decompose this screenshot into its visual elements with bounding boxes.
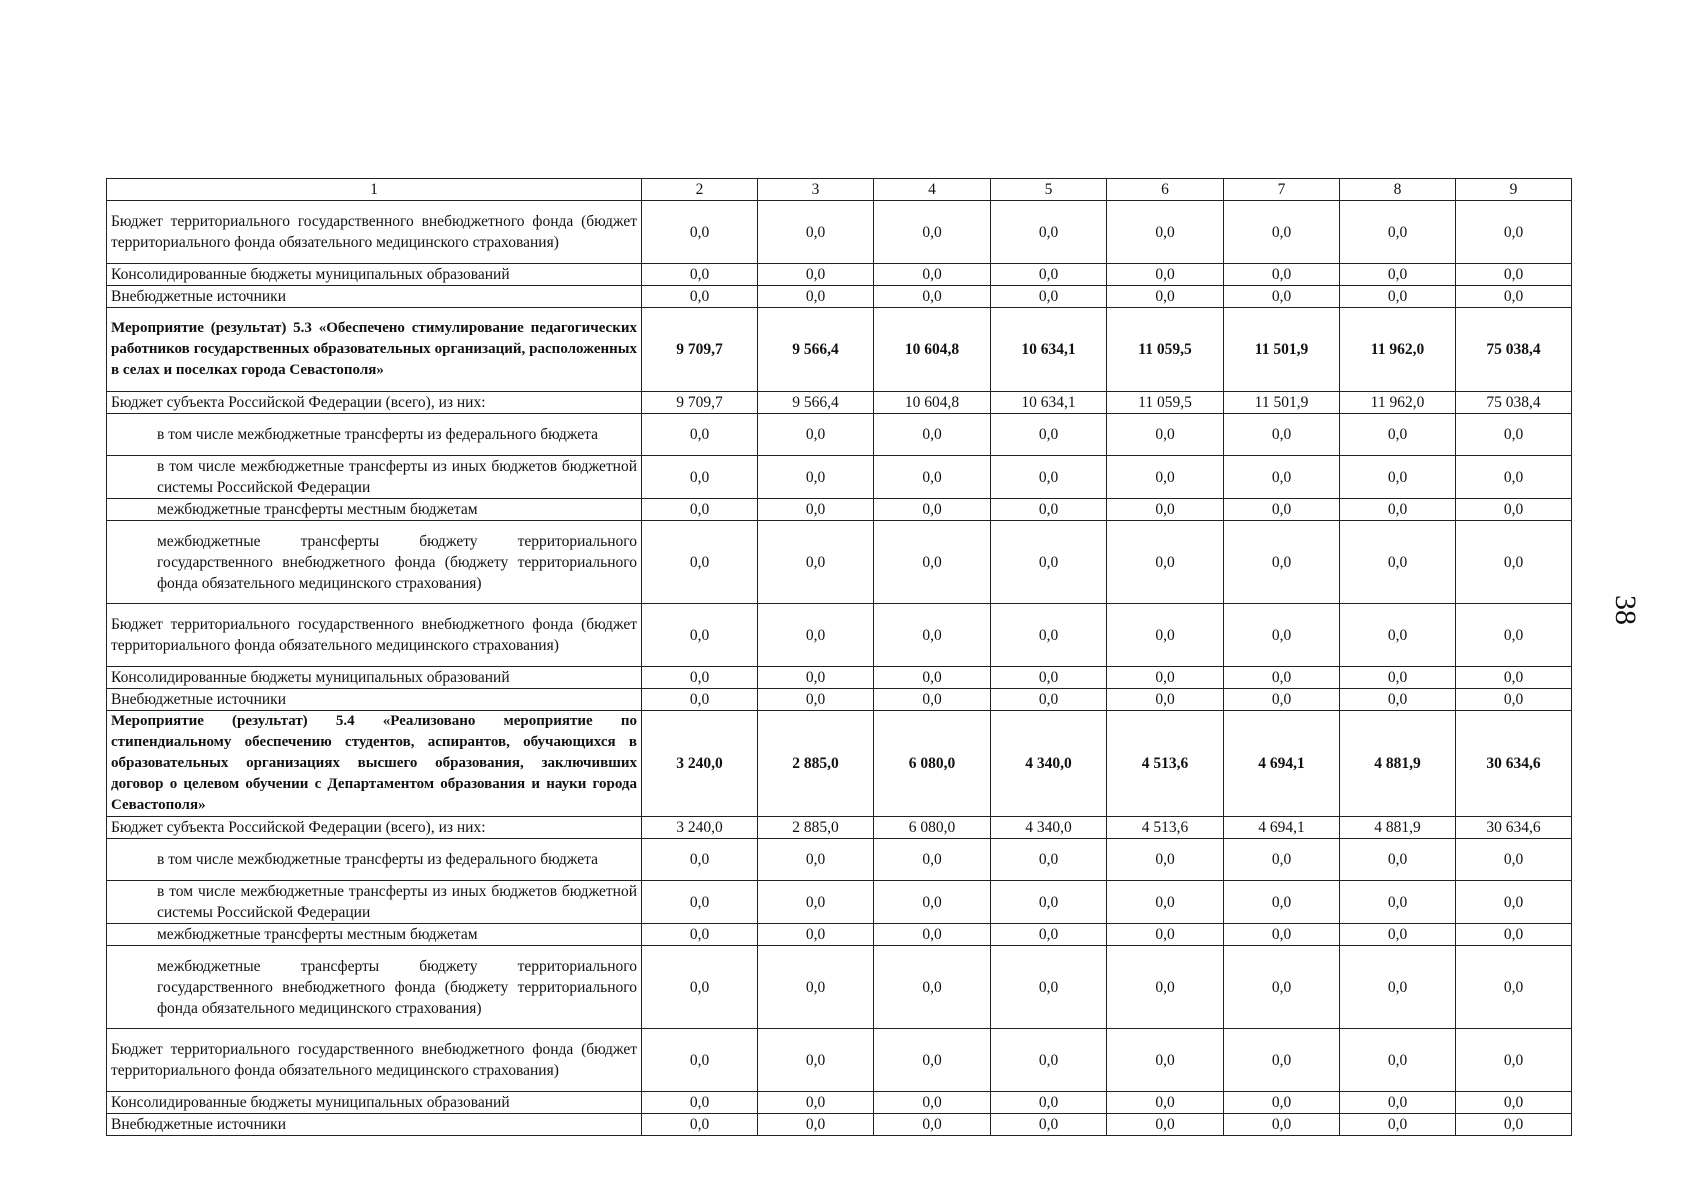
value-cell: 0,0 [642,456,758,499]
header-row [107,179,1572,201]
value-cell: 0,0 [1224,286,1340,308]
value-cell: 0,0 [874,689,991,711]
value-cell: 0,0 [991,1114,1107,1136]
column-header: 6 [1107,179,1224,201]
row-label: Бюджет территориального государственного внебюджетного фонда (бюджет территориального фонда обязательного медицинского страхования) [107,604,642,667]
table-row [107,521,1572,604]
value-cell: 0,0 [1456,1029,1572,1092]
row-label: межбюджетные трансферты местным бюджетам [107,924,642,946]
value-cell: 0,0 [642,881,758,924]
value-cell: 0,0 [1107,499,1224,521]
column-header: 8 [1340,179,1456,201]
row-label: межбюджетные трансферты бюджету территориального государственного внебюджетного фонда (бюджету территориального фонда обязательного медицинского страхования) [107,946,642,1029]
value-cell: 0,0 [991,264,1107,286]
table-row [107,839,1572,881]
value-cell: 0,0 [1340,667,1456,689]
value-cell: 0,0 [1340,839,1456,881]
table-row [107,689,1572,711]
value-cell: 0,0 [758,604,874,667]
value-cell: 0,0 [758,924,874,946]
value-cell: 0,0 [758,667,874,689]
row-label: Бюджет территориального государственного внебюджетного фонда (бюджет территориального фонда обязательного медицинского страхования) [107,201,642,264]
value-cell: 0,0 [642,689,758,711]
column-header: 7 [1224,179,1340,201]
value-cell: 11 962,0 [1340,308,1456,392]
value-cell: 0,0 [1456,456,1572,499]
value-cell: 0,0 [758,456,874,499]
value-cell: 0,0 [1107,414,1224,456]
value-cell: 0,0 [642,414,758,456]
value-cell: 0,0 [758,414,874,456]
value-cell: 0,0 [991,1092,1107,1114]
row-label: межбюджетные трансферты местным бюджетам [107,499,642,521]
value-cell: 0,0 [1107,689,1224,711]
value-cell: 75 038,4 [1456,308,1572,392]
value-cell: 0,0 [1456,264,1572,286]
table-row [107,1029,1572,1092]
table-row [107,1114,1572,1136]
value-cell: 0,0 [874,1114,991,1136]
value-cell: 0,0 [1456,1092,1572,1114]
value-cell: 0,0 [642,1029,758,1092]
value-cell: 0,0 [642,521,758,604]
value-cell: 0,0 [1340,1114,1456,1136]
table-row [107,456,1572,499]
table-row [107,1092,1572,1114]
value-cell: 10 604,8 [874,308,991,392]
value-cell: 0,0 [1224,667,1340,689]
value-cell: 11 501,9 [1224,308,1340,392]
value-cell: 11 501,9 [1224,392,1340,414]
value-cell: 0,0 [642,499,758,521]
value-cell: 0,0 [642,946,758,1029]
value-cell: 0,0 [1340,264,1456,286]
value-cell: 4 694,1 [1224,817,1340,839]
value-cell: 0,0 [642,604,758,667]
value-cell: 0,0 [758,1114,874,1136]
value-cell: 0,0 [991,414,1107,456]
value-cell: 0,0 [1456,946,1572,1029]
value-cell: 0,0 [991,499,1107,521]
value-cell: 0,0 [1340,881,1456,924]
value-cell: 0,0 [991,201,1107,264]
value-cell: 0,0 [1224,201,1340,264]
value-cell: 0,0 [1340,1029,1456,1092]
value-cell: 0,0 [1456,881,1572,924]
value-cell: 0,0 [874,264,991,286]
value-cell: 0,0 [642,264,758,286]
value-cell: 0,0 [1107,456,1224,499]
value-cell: 0,0 [758,946,874,1029]
value-cell: 0,0 [758,286,874,308]
table-row [107,201,1572,264]
value-cell: 0,0 [1340,201,1456,264]
value-cell: 0,0 [1340,286,1456,308]
value-cell: 0,0 [874,839,991,881]
value-cell: 0,0 [642,201,758,264]
value-cell: 0,0 [991,604,1107,667]
budget-table [106,178,1572,1136]
value-cell: 0,0 [874,286,991,308]
value-cell: 30 634,6 [1456,817,1572,839]
row-label: в том числе межбюджетные трансферты из иных бюджетов бюджетной системы Российской Федерации [107,456,642,499]
value-cell: 0,0 [758,1092,874,1114]
value-cell: 3 240,0 [642,711,758,817]
value-cell: 0,0 [1224,946,1340,1029]
value-cell: 0,0 [1224,1114,1340,1136]
row-label: Консолидированные бюджеты муниципальных образований [107,1092,642,1114]
value-cell: 0,0 [758,881,874,924]
row-label: межбюджетные трансферты бюджету территориального государственного внебюджетного фонда (бюджету территориального фонда обязательного медицинского страхования) [107,521,642,604]
table-row [107,667,1572,689]
value-cell: 0,0 [758,201,874,264]
value-cell: 0,0 [1224,881,1340,924]
value-cell: 0,0 [1107,881,1224,924]
value-cell: 4 513,6 [1107,817,1224,839]
table-row [107,604,1572,667]
value-cell: 4 881,9 [1340,711,1456,817]
value-cell: 0,0 [991,667,1107,689]
row-label: Консолидированные бюджеты муниципальных образований [107,667,642,689]
value-cell: 0,0 [1456,286,1572,308]
row-label: Внебюджетные источники [107,286,642,308]
value-cell: 0,0 [1224,264,1340,286]
column-header: 9 [1456,179,1572,201]
value-cell: 0,0 [1107,521,1224,604]
value-cell: 0,0 [758,264,874,286]
value-cell: 6 080,0 [874,817,991,839]
table-row [107,392,1572,414]
value-cell: 4 340,0 [991,711,1107,817]
value-cell: 4 694,1 [1224,711,1340,817]
column-header: 2 [642,179,758,201]
value-cell: 3 240,0 [642,817,758,839]
value-cell: 0,0 [874,946,991,1029]
table-row [107,264,1572,286]
value-cell: 0,0 [758,1029,874,1092]
value-cell: 0,0 [991,521,1107,604]
value-cell: 0,0 [991,689,1107,711]
value-cell: 0,0 [991,924,1107,946]
value-cell: 0,0 [874,201,991,264]
value-cell: 9 709,7 [642,392,758,414]
value-cell: 0,0 [874,924,991,946]
value-cell: 0,0 [642,286,758,308]
value-cell: 2 885,0 [758,817,874,839]
value-cell: 0,0 [1107,1114,1224,1136]
table-row [107,286,1572,308]
value-cell: 0,0 [1107,839,1224,881]
column-header: 1 [107,179,642,201]
row-label: Бюджет территориального государственного внебюджетного фонда (бюджет территориального фонда обязательного медицинского страхования) [107,1029,642,1092]
row-label: Внебюджетные источники [107,689,642,711]
column-header: 3 [758,179,874,201]
row-label: в том числе межбюджетные трансферты из иных бюджетов бюджетной системы Российской Федерации [107,881,642,924]
value-cell: 0,0 [1456,521,1572,604]
value-cell: 0,0 [758,839,874,881]
row-label: Консолидированные бюджеты муниципальных образований [107,264,642,286]
value-cell: 10 604,8 [874,392,991,414]
value-cell: 11 059,5 [1107,308,1224,392]
row-label: Бюджет субъекта Российской Федерации (всего), из них: [107,817,642,839]
value-cell: 0,0 [1456,667,1572,689]
value-cell: 2 885,0 [758,711,874,817]
value-cell: 11 962,0 [1340,392,1456,414]
value-cell: 9 566,4 [758,392,874,414]
value-cell: 0,0 [991,286,1107,308]
table-row [107,817,1572,839]
value-cell: 0,0 [874,521,991,604]
value-cell: 0,0 [991,1029,1107,1092]
column-header: 5 [991,179,1107,201]
value-cell: 0,0 [874,414,991,456]
value-cell: 0,0 [1107,924,1224,946]
value-cell: 0,0 [1224,839,1340,881]
value-cell: 0,0 [1456,604,1572,667]
value-cell: 4 513,6 [1107,711,1224,817]
value-cell: 0,0 [1224,521,1340,604]
value-cell: 0,0 [1224,924,1340,946]
value-cell: 0,0 [1340,924,1456,946]
value-cell: 0,0 [991,881,1107,924]
value-cell: 4 340,0 [991,817,1107,839]
value-cell: 0,0 [874,499,991,521]
value-cell: 0,0 [1340,689,1456,711]
value-cell: 0,0 [1456,1114,1572,1136]
value-cell: 0,0 [1224,689,1340,711]
activity-row [107,711,1572,817]
column-header: 4 [874,179,991,201]
value-cell: 75 038,4 [1456,392,1572,414]
value-cell: 0,0 [642,924,758,946]
value-cell: 9 566,4 [758,308,874,392]
value-cell: 10 634,1 [991,308,1107,392]
value-cell: 0,0 [1456,689,1572,711]
value-cell: 0,0 [1456,924,1572,946]
value-cell: 0,0 [1107,667,1224,689]
value-cell: 0,0 [1224,499,1340,521]
value-cell: 0,0 [1107,286,1224,308]
value-cell: 0,0 [991,946,1107,1029]
row-label: Мероприятие (результат) 5.3 «Обеспечено стимулирование педагогических работников государственных образовательных организаций, расположенных в селах и поселках города Севастополя» [107,308,642,392]
value-cell: 0,0 [1340,499,1456,521]
value-cell: 0,0 [1107,1029,1224,1092]
value-cell: 0,0 [874,881,991,924]
value-cell: 0,0 [1456,499,1572,521]
table-row [107,881,1572,924]
row-label: в том числе межбюджетные трансферты из федерального бюджета [107,839,642,881]
value-cell: 0,0 [1340,604,1456,667]
value-cell: 0,0 [758,689,874,711]
value-cell: 0,0 [1107,1092,1224,1114]
row-label: в том числе межбюджетные трансферты из федерального бюджета [107,414,642,456]
value-cell: 0,0 [1107,604,1224,667]
value-cell: 0,0 [874,1029,991,1092]
value-cell: 0,0 [1456,414,1572,456]
value-cell: 30 634,6 [1456,711,1572,817]
value-cell: 0,0 [991,839,1107,881]
value-cell: 0,0 [1224,604,1340,667]
value-cell: 4 881,9 [1340,817,1456,839]
value-cell: 0,0 [1456,201,1572,264]
value-cell: 0,0 [758,499,874,521]
table-row [107,924,1572,946]
value-cell: 0,0 [991,456,1107,499]
value-cell: 0,0 [642,839,758,881]
value-cell: 0,0 [874,604,991,667]
row-label: Внебюджетные источники [107,1114,642,1136]
value-cell: 0,0 [1456,839,1572,881]
table-row [107,414,1572,456]
value-cell: 0,0 [1224,1029,1340,1092]
value-cell: 11 059,5 [1107,392,1224,414]
value-cell: 0,0 [874,667,991,689]
value-cell: 0,0 [758,521,874,604]
value-cell: 0,0 [642,1092,758,1114]
value-cell: 0,0 [1340,1092,1456,1114]
activity-row [107,308,1572,392]
value-cell: 0,0 [1224,414,1340,456]
value-cell: 0,0 [1107,946,1224,1029]
value-cell: 0,0 [1224,1092,1340,1114]
value-cell: 0,0 [1107,201,1224,264]
value-cell: 6 080,0 [874,711,991,817]
value-cell: 0,0 [642,1114,758,1136]
value-cell: 10 634,1 [991,392,1107,414]
row-label: Мероприятие (результат) 5.4 «Реализовано мероприятие по стипендиальному обеспечению студентов, аспирантов, обучающихся в образовательных организациях высшего образования, заключивших договор о целевом обучении с Департаментом образования и науки города Севастополя» [107,711,642,817]
table-row [107,946,1572,1029]
row-label: Бюджет субъекта Российской Федерации (всего), из них: [107,392,642,414]
value-cell: 0,0 [874,456,991,499]
value-cell: 0,0 [1107,264,1224,286]
value-cell: 0,0 [1340,946,1456,1029]
value-cell: 0,0 [642,667,758,689]
value-cell: 0,0 [1340,456,1456,499]
value-cell: 0,0 [1340,521,1456,604]
value-cell: 0,0 [874,1092,991,1114]
value-cell: 0,0 [1340,414,1456,456]
value-cell: 0,0 [1224,456,1340,499]
value-cell: 9 709,7 [642,308,758,392]
table-row [107,499,1572,521]
page-number: 38 [1609,595,1642,625]
